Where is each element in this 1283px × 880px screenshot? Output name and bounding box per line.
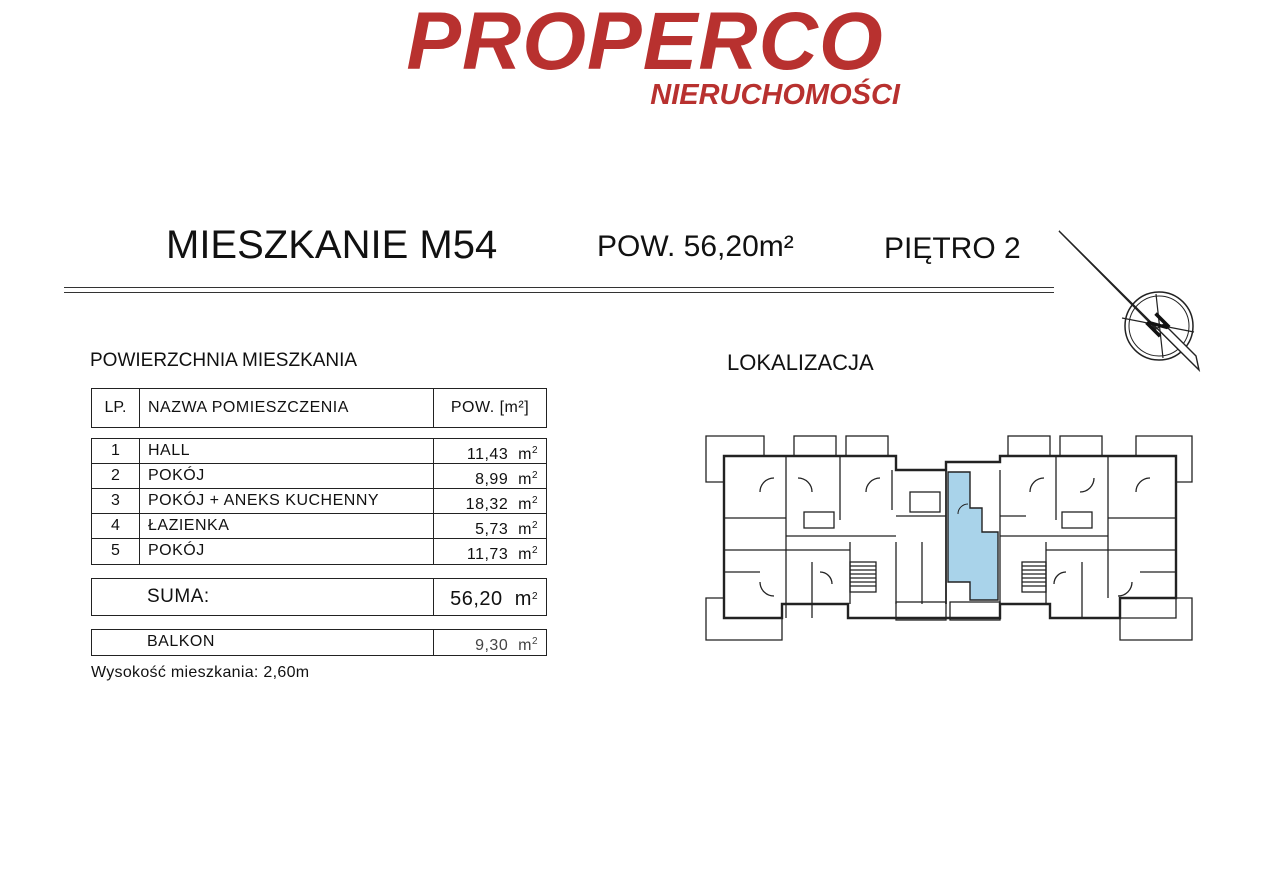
unit-sup: 2 [531, 470, 538, 481]
room-area [434, 514, 546, 538]
unit-sup: 2 [531, 445, 538, 456]
brand-tagline: NIERUCHOMOŚCI [650, 79, 900, 111]
room-area-value: 11,43 [466, 446, 509, 463]
floor-plan [700, 432, 1200, 644]
unit-sup: 2 [531, 545, 538, 556]
room-lp: 5 [92, 539, 140, 564]
room-area [434, 539, 546, 564]
room-area-value: 18,32 [465, 496, 509, 513]
room-area [434, 464, 546, 488]
unit-base: m [518, 637, 532, 654]
height-note: Wysokość mieszkania: 2,60m [91, 664, 310, 681]
unit-base: m [518, 546, 532, 563]
area-unit [518, 637, 538, 654]
unit-base: m [518, 496, 532, 513]
area-table-header [91, 388, 547, 428]
room-lp: 2 [92, 464, 140, 488]
room-name: POKÓJ [140, 464, 434, 488]
table-row [92, 464, 546, 489]
location-title: LOKALIZACJA [727, 350, 874, 375]
col-area-header: POW. [m²] [450, 399, 530, 416]
unit-sup: 2 [531, 636, 538, 647]
balcony-value: 9,30 [475, 637, 509, 654]
room-area-value: 8,99 [475, 471, 509, 488]
table-row [92, 489, 546, 514]
area-unit [518, 446, 538, 463]
unit-sup: 2 [531, 495, 538, 506]
area-table [91, 438, 547, 565]
room-name: HALL [140, 439, 434, 463]
area-unit [518, 546, 538, 563]
room-name: POKÓJ + ANEKS KUCHENNY [140, 489, 434, 513]
unit-base: m [518, 471, 532, 488]
area-unit [515, 588, 538, 610]
room-area [434, 439, 546, 463]
balcony-label: BALKON [92, 630, 434, 655]
table-row [92, 514, 546, 539]
unit-base: m [514, 588, 532, 610]
balcony-table [91, 629, 547, 656]
room-area-value: 5,73 [475, 521, 509, 538]
room-name: POKÓJ [140, 539, 434, 564]
sum-table [91, 578, 547, 616]
col-lp-header: LP. [92, 389, 140, 427]
room-lp: 3 [92, 489, 140, 513]
sum-value: 56,20 [450, 588, 503, 610]
table-row [92, 439, 546, 464]
unit-sup: 2 [531, 520, 538, 531]
room-lp: 1 [92, 439, 140, 463]
area-unit [518, 496, 538, 513]
unit-base: m [518, 446, 532, 463]
unit-sup: 2 [531, 591, 538, 602]
header-divider [64, 287, 1054, 288]
table-row [92, 539, 546, 564]
room-lp: 4 [92, 514, 140, 538]
apartment-floor: PIĘTRO 2 [884, 232, 1021, 265]
sum-label: SUMA: [92, 579, 434, 615]
room-name: ŁAZIENKA [140, 514, 434, 538]
compass-letter: N [1139, 306, 1177, 344]
col-name-header: NAZWA POMIESZCZENIA [140, 389, 434, 427]
room-area [434, 489, 546, 513]
area-unit [518, 471, 538, 488]
brand-logo: PROPERCO [406, 0, 884, 87]
area-unit [518, 521, 538, 538]
north-arrow-icon [1056, 228, 1206, 376]
highlighted-apartment [948, 472, 998, 600]
apartment-area: POW. 56,20m² [597, 230, 794, 263]
area-section-title: POWIERZCHNIA MIESZKANIA [90, 350, 358, 371]
unit-base: m [518, 521, 532, 538]
sum-area [434, 579, 546, 615]
apartment-title: MIESZKANIE M54 [166, 223, 498, 267]
balcony-area [434, 630, 546, 655]
header-divider-second [64, 292, 1054, 293]
room-area-value: 11,73 [466, 546, 509, 563]
